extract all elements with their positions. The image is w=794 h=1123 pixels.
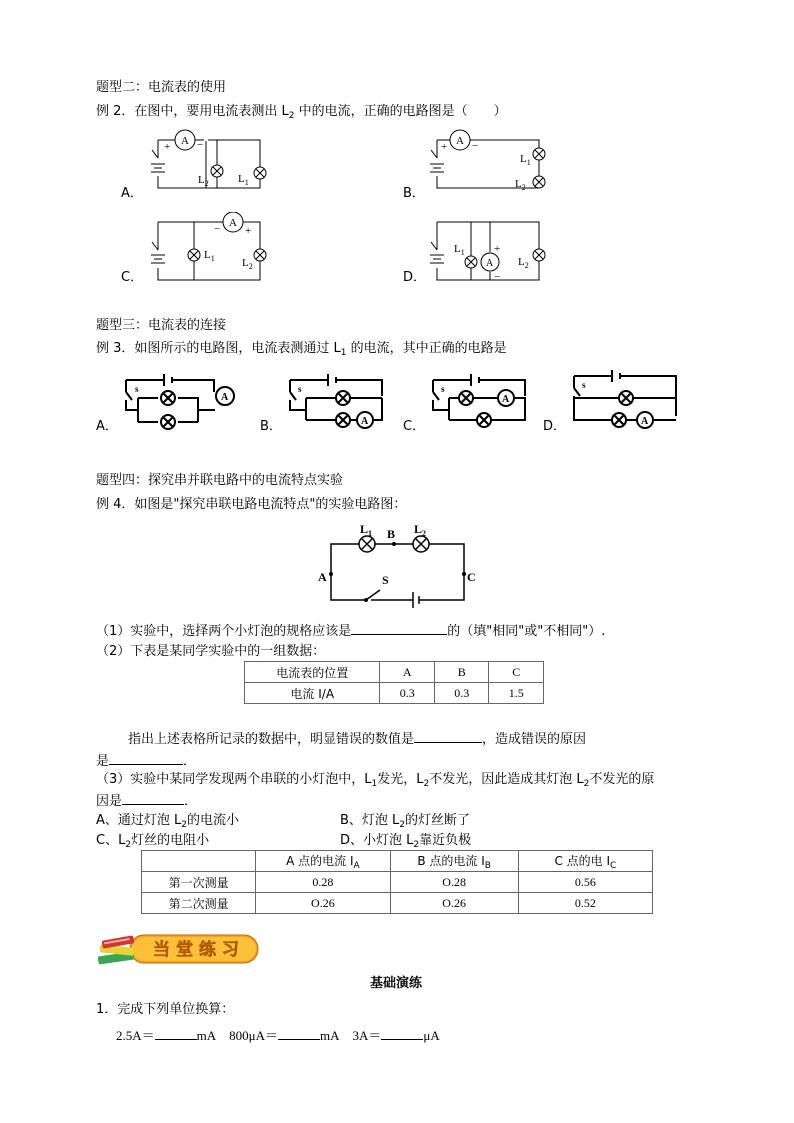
question-1: （1）实验中，选择两个小灯泡的规格应该是 的（填"相同"或"不相同"）. — [96, 624, 606, 639]
option-label: A． — [121, 186, 143, 201]
section3-heading: 题型三：电流表的连接 — [96, 318, 227, 333]
minus-sign: − — [214, 223, 221, 235]
unit-conversion-line: 2.5A＝ mA 800μA＝ mA 3A＝ μA — [116, 1028, 440, 1043]
question-2-line1: 指出上述表格所记录的数据中，明显错误的数值是 ，造成错误的原因 — [128, 732, 587, 747]
table-header: C 点的电 $I_C$ — [518, 851, 652, 872]
practice-title: 基础演练 — [370, 976, 423, 991]
section2-heading: 题型二：电流表的使用 — [96, 80, 227, 95]
table-cell: 第二次测量 — [142, 893, 256, 914]
lamp-label: $L_1$ — [520, 153, 531, 167]
ammeter-label: A — [486, 258, 494, 269]
table-cell: 0.52 — [518, 893, 652, 914]
question-3: （3）实验中某同学发现两个串联的小灯泡中，$L_1$发光，$L_2$不发光，因此造成其灯泡 $L_2$不发光的原 — [96, 772, 655, 789]
table-cell: O.28 — [390, 872, 518, 893]
question-2-line2: 是 ． — [96, 754, 197, 769]
switch-label: s — [135, 384, 139, 394]
question-2: （2）下表是某同学实验中的一组数据： — [96, 644, 326, 659]
table-header: 电流表的位置 — [245, 662, 380, 683]
ammeter-label: A — [641, 416, 649, 427]
ammeter-label: A — [181, 135, 189, 147]
switch-label: s — [582, 380, 586, 390]
lamp-label: $L_1$ — [454, 243, 465, 257]
question-3-line2: 因是 ． — [96, 794, 198, 809]
answer-blank[interactable] — [414, 730, 482, 743]
minus-sign: − — [197, 139, 204, 151]
circuit-3d — [566, 366, 692, 432]
circuit-3c — [425, 370, 551, 432]
example3-question: 例 3．如图所示的电路图，电流表测通过 $L_1$ 的电流，其中正确的电路是 — [96, 341, 507, 358]
circuit-3b — [282, 370, 408, 432]
banner-text: 当 堂 练 习 — [153, 940, 239, 960]
lamp-label: $L_2$ — [198, 174, 209, 188]
circuit-3a — [118, 370, 244, 432]
lamp-label: $L_2$ — [242, 257, 253, 271]
point-label-c: C — [467, 570, 476, 584]
option-label: C． — [403, 419, 426, 434]
table-header: A 点的电流 $I_A$ — [256, 851, 390, 872]
plus-sign: + — [441, 141, 448, 153]
option-label: A． — [96, 419, 118, 434]
section4-heading: 题型四：探究串并联电路中的电流特点实验 — [96, 473, 344, 488]
option-label: D． — [403, 270, 427, 285]
series-circuit-diagram — [316, 524, 480, 608]
lamp-label: $L_2$ — [414, 524, 427, 538]
answer-blank[interactable] — [122, 792, 184, 805]
lamp-label: $L_1$ — [204, 249, 215, 263]
table-cell: 0.3 — [434, 683, 489, 704]
point-label-a: A — [318, 570, 327, 584]
ammeter-label: A — [456, 135, 464, 147]
answer-blank[interactable] — [351, 622, 447, 635]
option-label: C． — [121, 270, 144, 285]
option-label: B． — [403, 186, 425, 201]
ammeter-label: A — [361, 416, 369, 427]
table-cell: 第一次测量 — [142, 872, 256, 893]
table-cell: 0.28 — [256, 872, 390, 893]
switch-label: S — [382, 573, 389, 587]
table-cell: 1.5 — [489, 683, 544, 704]
table-cell: O.26 — [390, 893, 518, 914]
answer-blank[interactable] — [278, 1027, 320, 1040]
data-table-1 — [244, 661, 544, 704]
table-header: B — [434, 662, 489, 683]
point-label-b: B — [387, 527, 396, 541]
practice-question-1: 1．完成下列单位换算： — [96, 1002, 235, 1017]
lamp-label: $L_1$ — [360, 524, 373, 538]
example4-question: 例 4．如图是"探究串联电路电流特点"的实验电路图： — [96, 497, 407, 512]
choice-c[interactable]: C、$L_2$灯丝的电阻小 — [96, 833, 210, 850]
choice-b[interactable]: B、灯泡 $L_2$的灯丝断了 — [340, 813, 471, 830]
lamp-label: $L_1$ — [238, 173, 249, 187]
table-header: A — [380, 662, 435, 683]
table-cell: 0.56 — [518, 872, 652, 893]
option-label: B． — [260, 419, 282, 434]
ammeter-label: A — [221, 392, 229, 403]
table-cell: 0.3 — [380, 683, 435, 704]
books-icon — [98, 935, 135, 964]
choice-d[interactable]: D、小灯泡 $L_2$靠近负极 — [340, 833, 472, 850]
answer-blank[interactable] — [155, 1027, 197, 1040]
plus-sign: + — [245, 225, 252, 237]
switch-label: s — [441, 384, 445, 394]
table-cell: O.26 — [256, 893, 390, 914]
switch-label: s — [298, 384, 302, 394]
answer-blank[interactable] — [381, 1027, 423, 1040]
table-header: C — [489, 662, 544, 683]
ammeter-label: A — [229, 217, 237, 229]
answer-blank[interactable] — [109, 752, 183, 765]
plus-sign: + — [164, 141, 171, 153]
minus-sign: − — [472, 140, 479, 152]
example2-question: 例 2．在图中，要用电流表测出 $L_2$ 中的电流，正确的电路图是（ ） — [96, 104, 507, 121]
lamp-label: $L_2$ — [518, 256, 529, 270]
table-cell: 电流 I/A — [245, 683, 380, 704]
table-header — [142, 851, 256, 872]
choice-a[interactable]: A、通过灯泡 $L_2$的电流小 — [96, 813, 240, 830]
plus-sign: + — [494, 243, 501, 255]
table-header: B 点的电流 $I_B$ — [390, 851, 518, 872]
practice-banner — [96, 932, 262, 968]
data-table-2 — [141, 850, 653, 914]
ammeter-label: A — [502, 394, 510, 405]
lamp-label: $L_2$ — [515, 178, 526, 192]
minus-sign: − — [494, 271, 501, 283]
option-label: D． — [543, 419, 567, 434]
